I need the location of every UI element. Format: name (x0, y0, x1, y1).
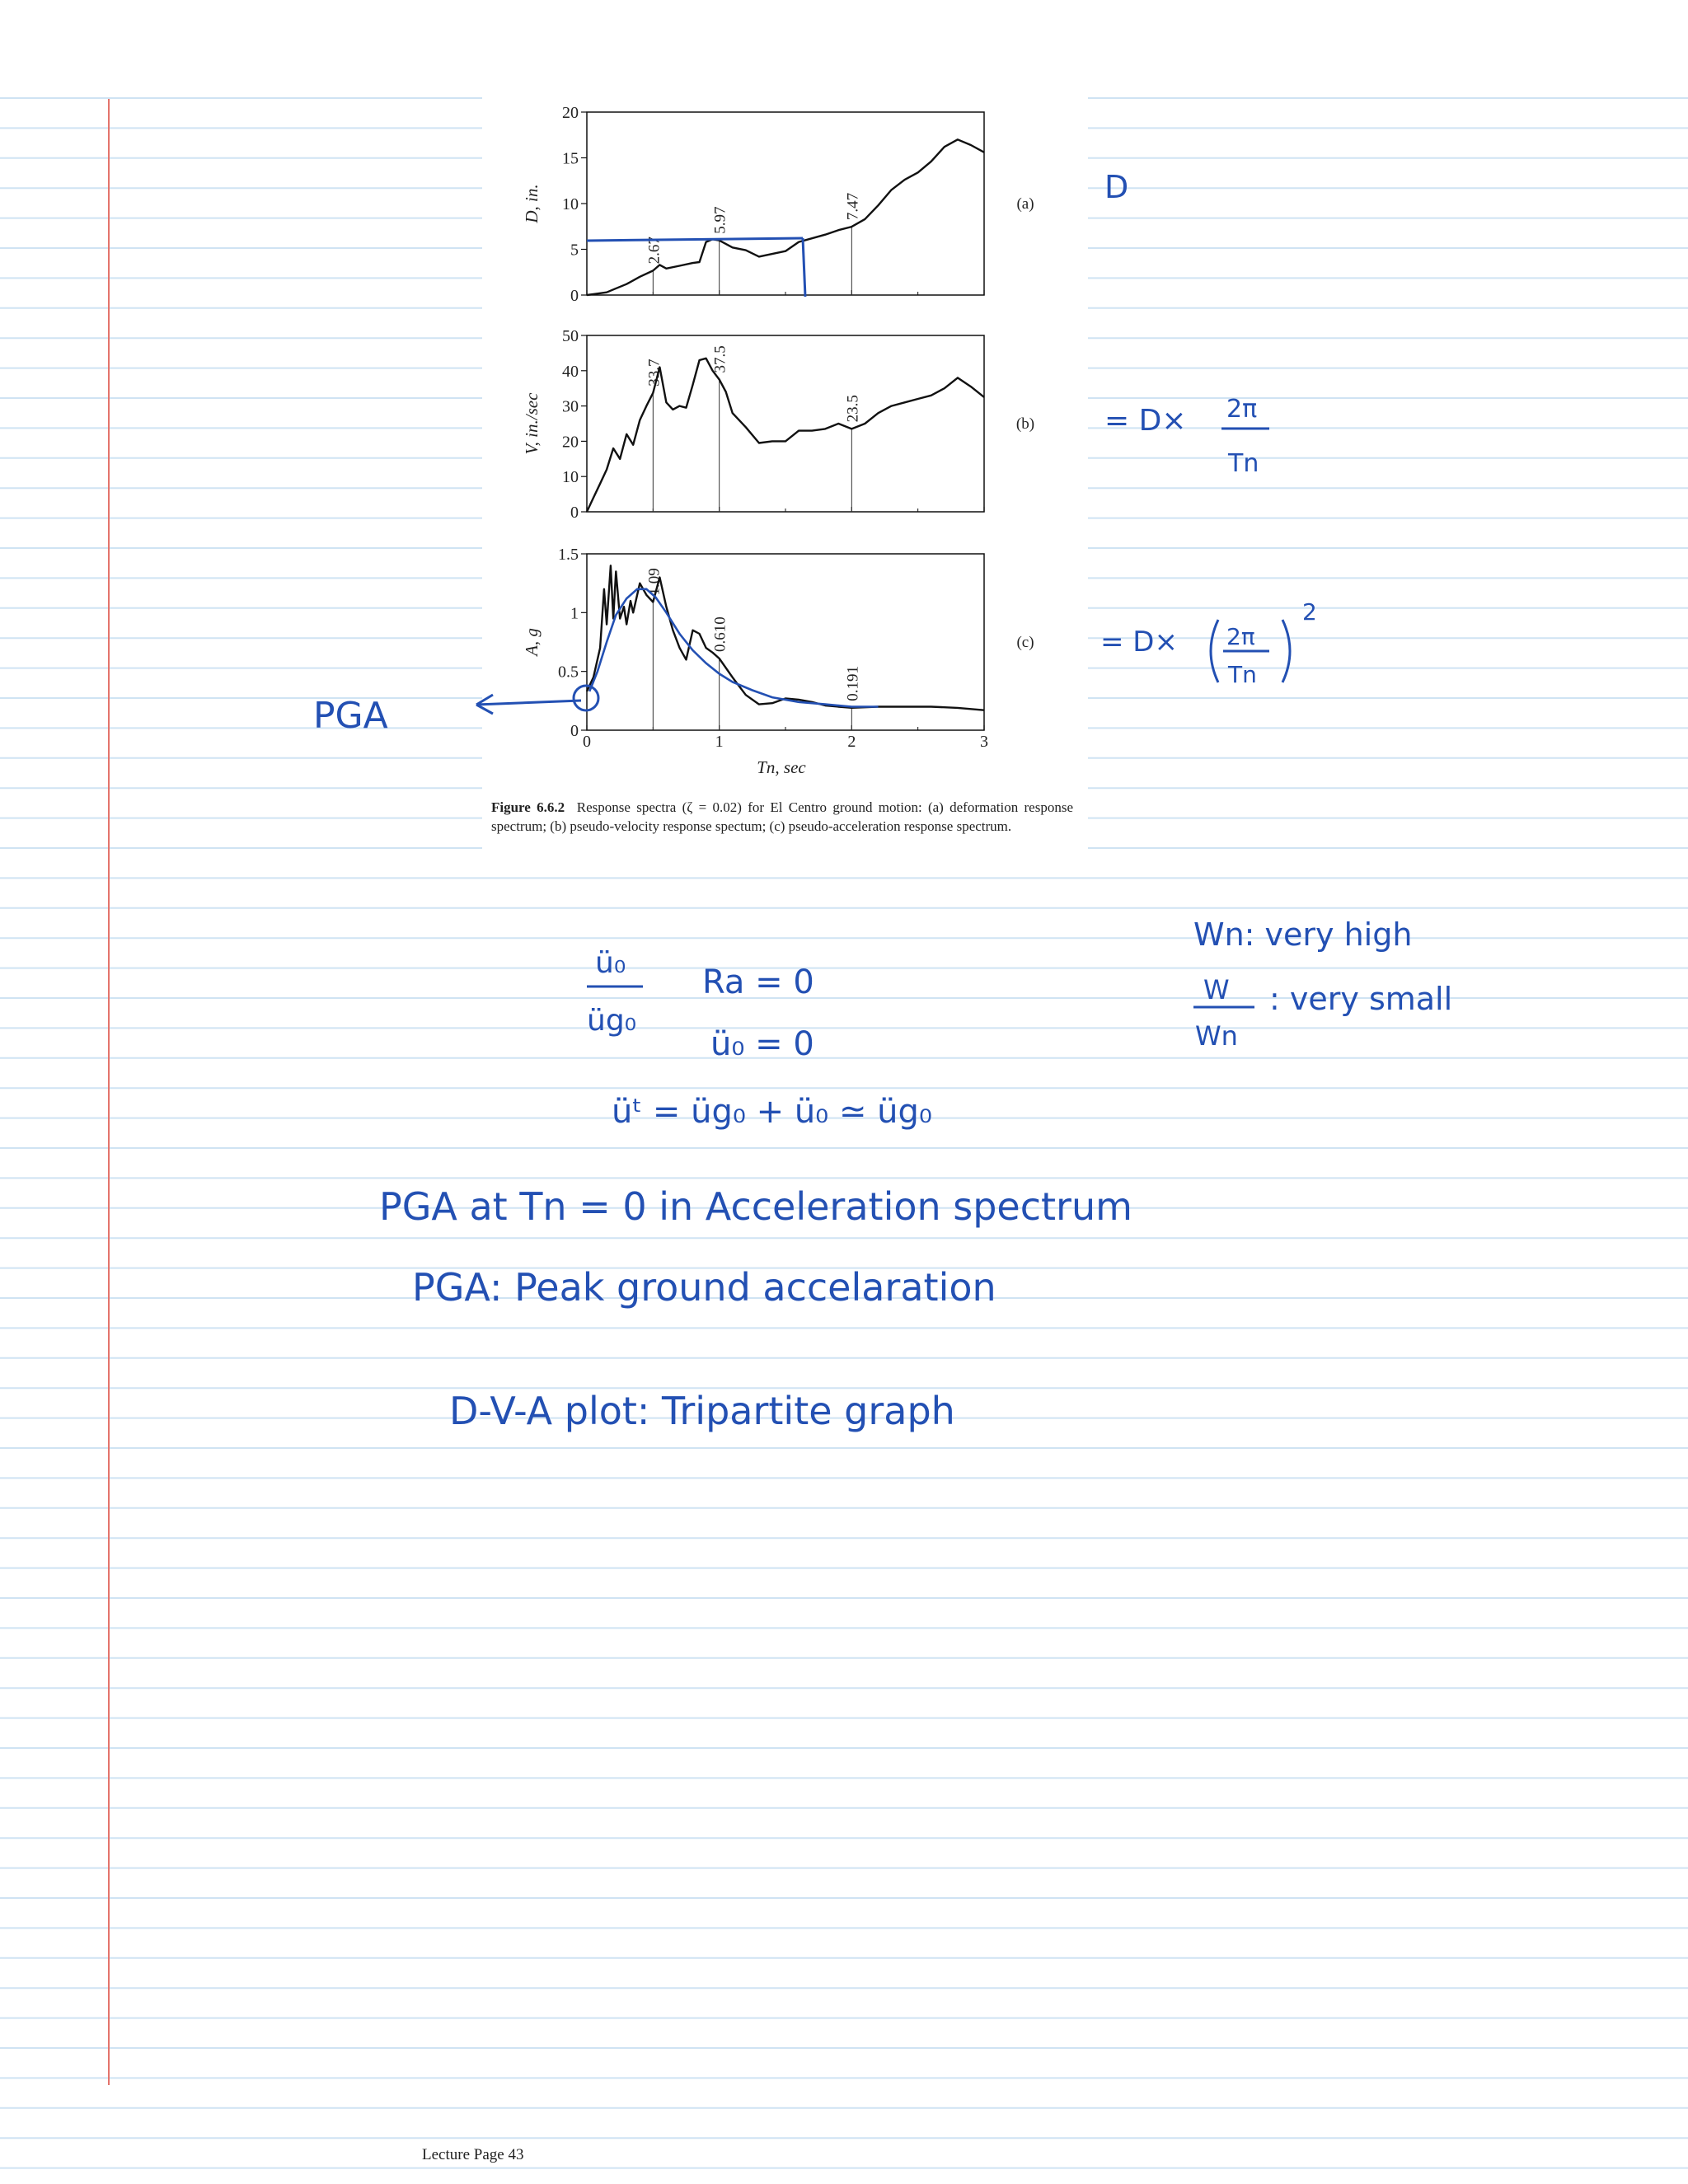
ink-d-label: D (1104, 169, 1129, 205)
ink-a-relation-prefix: = D× (1100, 626, 1178, 658)
ink-very-small: : very small (1269, 981, 1453, 1017)
ink-a-tn: Tn (1228, 661, 1257, 688)
y-tick-label: 10 (562, 468, 579, 487)
y-tick-label: 1 (570, 604, 579, 623)
ink-a-power: 2 (1302, 598, 1317, 626)
y-axis-label: A, g (522, 628, 542, 656)
marker-label: 0.191 (844, 666, 862, 701)
y-tick-label: 10 (562, 195, 579, 213)
ink-wn-very-high: Wn: very high (1193, 916, 1413, 953)
marker-label: 7.47 (844, 192, 862, 221)
ink-ratio-top: ü₀ (595, 946, 626, 980)
y-tick-label: 50 (562, 327, 579, 345)
pga-label-left: PGA (313, 695, 388, 737)
marker-label: 0.610 (711, 616, 729, 652)
y-tick-label: 15 (562, 149, 579, 168)
marker-label: 37.5 (711, 345, 729, 373)
y-axis-label: D, in. (522, 184, 542, 223)
ink-pga-statement: PGA at Tn = 0 in Acceleration spectrum (379, 1184, 1132, 1229)
ink-v-two-pi: 2π (1226, 395, 1258, 424)
x-tick-label: 0 (583, 733, 591, 751)
panel-label: (b) (1015, 415, 1035, 433)
y-tick-label: 1.5 (558, 546, 579, 564)
ink-a-left-paren (1211, 620, 1218, 682)
ink-w-num: W (1203, 974, 1230, 1005)
y-axis-label: V, in./sec (522, 392, 542, 455)
panel-label: (a) (1016, 195, 1034, 213)
figure-caption-label: Figure 6.6.2 (491, 799, 565, 815)
ink-eq-ra: Ra = 0 (702, 963, 814, 1001)
ink-dva-plot: D-V-A plot: Tripartite graph (449, 1389, 955, 1433)
figure-caption-text: Response spectra (ζ = 0.02) for El Centro ground motion: (a) deformation response spectrum; (b) pseudo-velocity response spectum; (c) pseudo-acceleration response spectrum. (491, 799, 1073, 834)
panel-label: (c) (1016, 634, 1034, 651)
marker-label: 2.67 (645, 237, 663, 265)
y-tick-label: 30 (562, 397, 579, 416)
y-tick-label: 40 (562, 362, 579, 381)
marker-label: 33.7 (645, 359, 663, 387)
y-tick-label: 20 (562, 433, 579, 452)
page-footer: Lecture Page 43 (422, 2146, 524, 2163)
x-tick-label: 2 (847, 733, 856, 751)
ink-pga-definition: PGA: Peak ground accelaration (412, 1265, 996, 1310)
ink-eq-u0: ü₀ = 0 (710, 1025, 814, 1063)
ink-w-den: Wn (1195, 1020, 1238, 1052)
y-tick-label: 0 (570, 722, 579, 740)
ink-a-right-paren (1282, 620, 1290, 682)
figure-caption (491, 798, 1073, 836)
y-tick-label: 0 (570, 287, 579, 305)
x-axis-label: Tn, sec (757, 757, 806, 777)
ink-eq-ut: üᵗ = üg₀ + ü₀ ≃ üg₀ (612, 1093, 932, 1131)
ink-v-relation-prefix: = D× (1104, 404, 1187, 438)
marker-label: 5.97 (711, 206, 729, 234)
y-tick-label: 20 (562, 104, 579, 122)
marker-label: 23.5 (844, 395, 862, 423)
marker-label: 1.09 (645, 568, 663, 596)
ink-v-tn: Tn (1228, 449, 1259, 478)
y-tick-label: 0 (570, 504, 579, 522)
ink-a-two-pi: 2π (1226, 623, 1255, 650)
ink-ratio-bottom: üg₀ (587, 1004, 637, 1038)
x-tick-label: 3 (980, 733, 988, 751)
x-tick-label: 1 (715, 733, 724, 751)
y-tick-label: 5 (570, 241, 579, 260)
y-tick-label: 0.5 (558, 663, 579, 682)
